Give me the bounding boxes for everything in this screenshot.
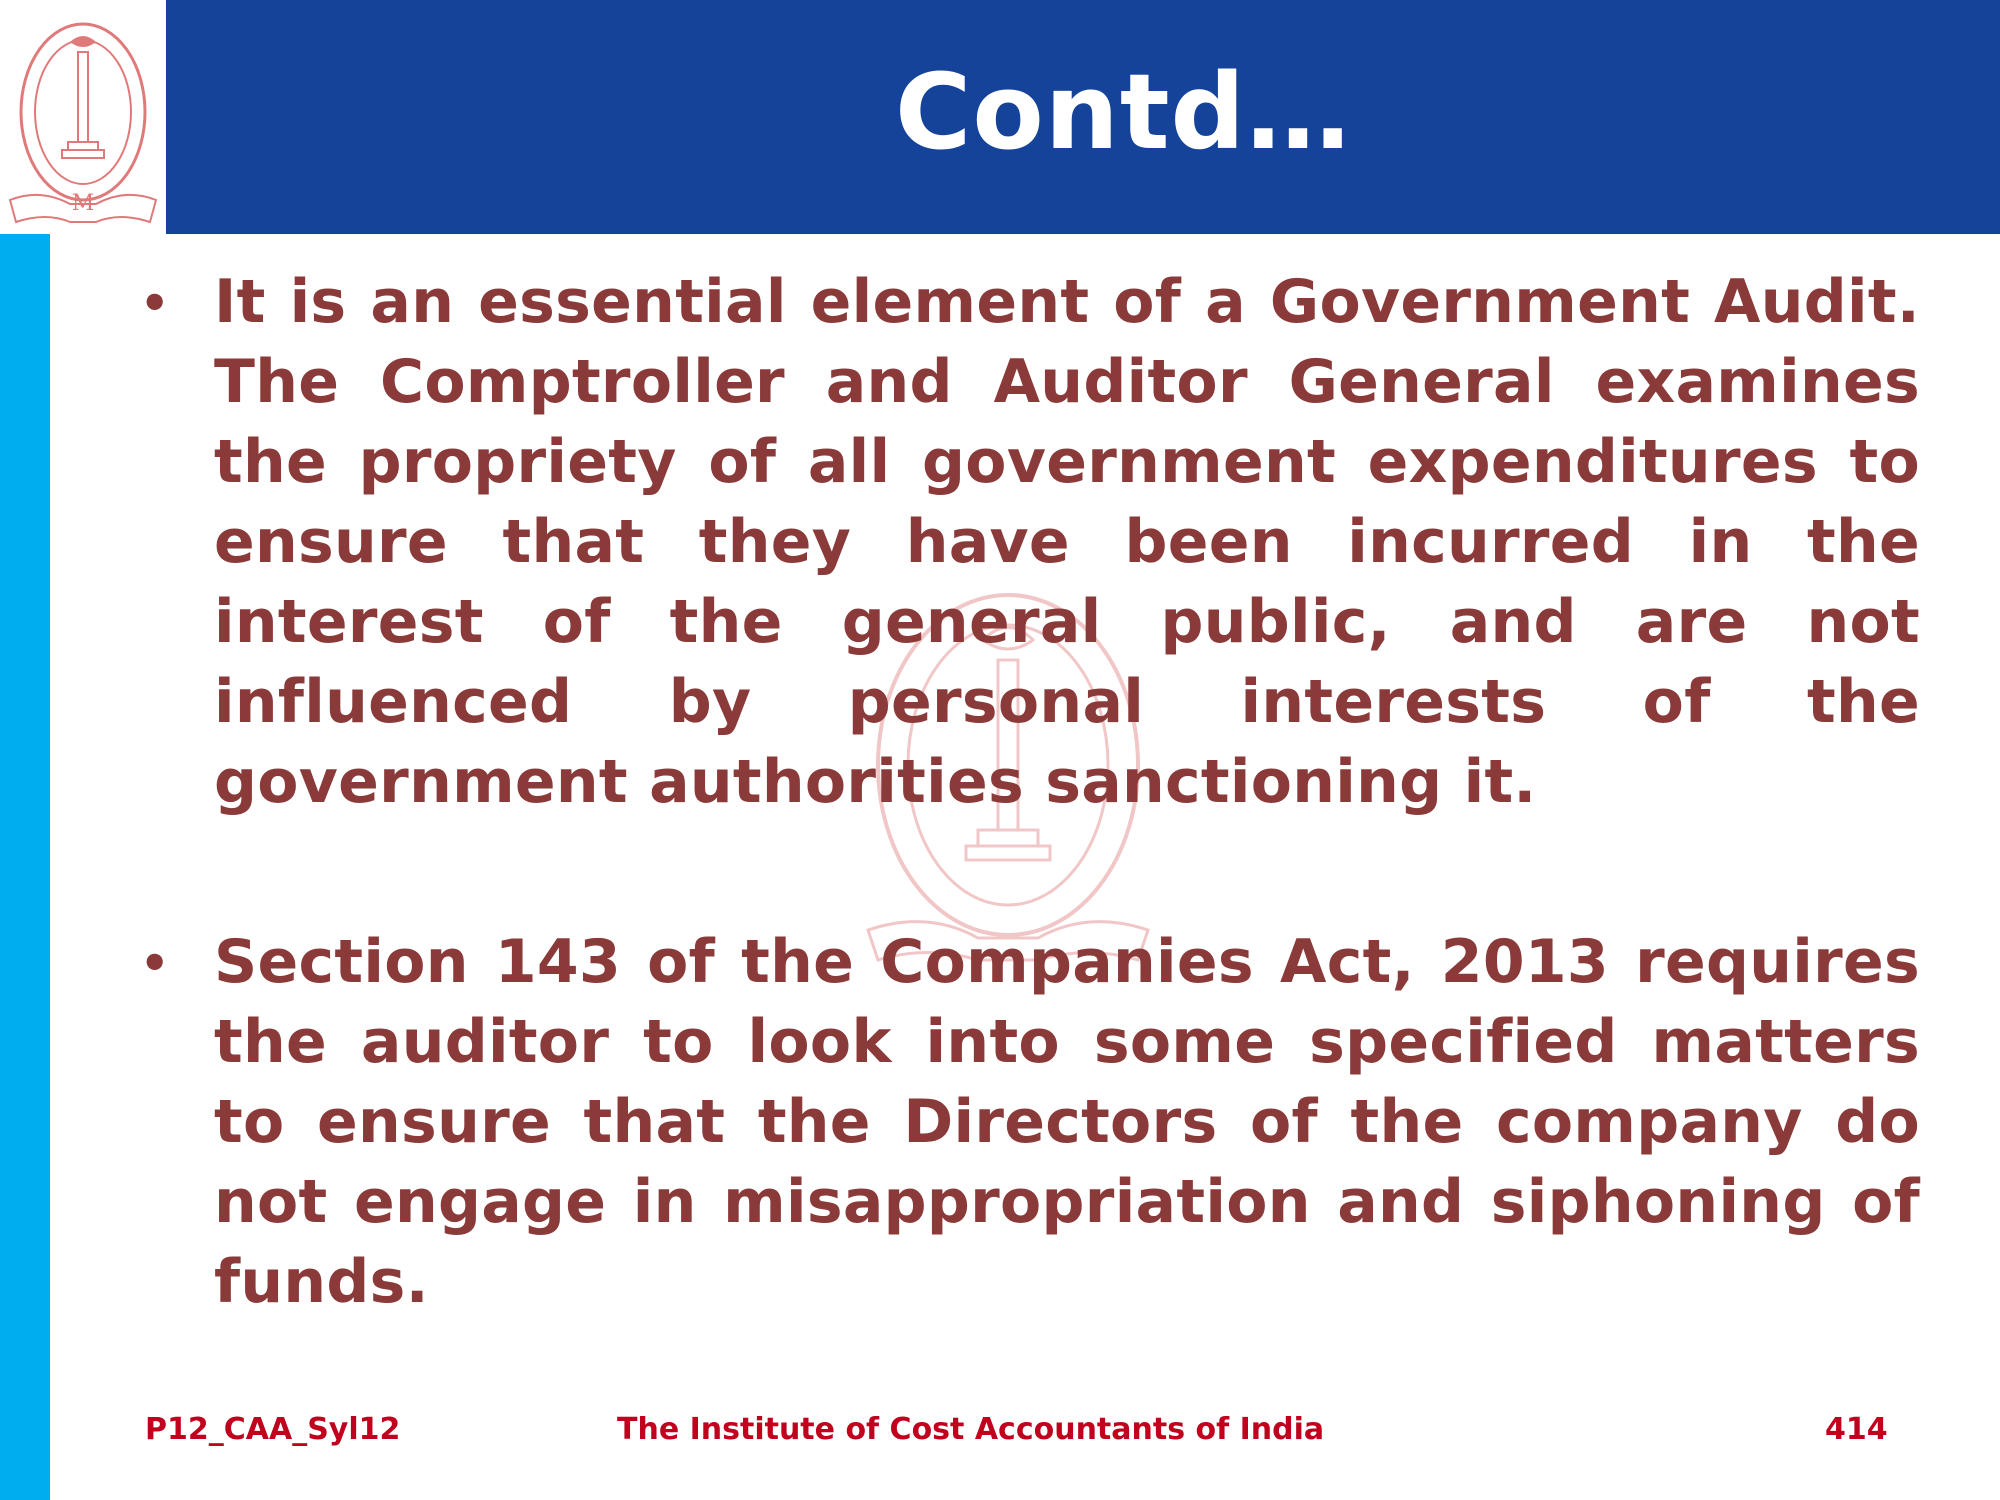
bullet-dot: • [140,936,170,990]
footer-page-number: 414 [1825,1412,1888,1447]
bullet-dot: • [140,276,170,330]
bullet-item-1 [140,262,1920,822]
side-accent-stripe [0,234,50,1500]
bullet-item-2 [140,922,1920,1322]
footer-organization: The Institute of Cost Accountants of India [617,1412,1325,1447]
bullet-text-section-143: Section 143 of the Companies Act, 2013 requires the auditor to look into some specified matters to ensure that the Directors of the company do not engage in misappropriation and siphoning of funds. [214,927,1920,1317]
title-bar [166,0,2000,234]
bullet-text-government-audit: It is an essential element of a Government Audit. The Comptroller and Auditor General examines the propriety of all government expenditures to ensure that they have been incurred in the interest of the general public, and are not influenced by personal interests of the government authorities sanctioning it. [214,267,1920,817]
institute-logo [0,0,166,234]
footer-course-code: P12_CAA_Syl12 [145,1412,401,1447]
institute-seal-icon [0,0,166,234]
svg-text:M: M [71,191,95,216]
slide-title: Contd… [895,51,1351,173]
